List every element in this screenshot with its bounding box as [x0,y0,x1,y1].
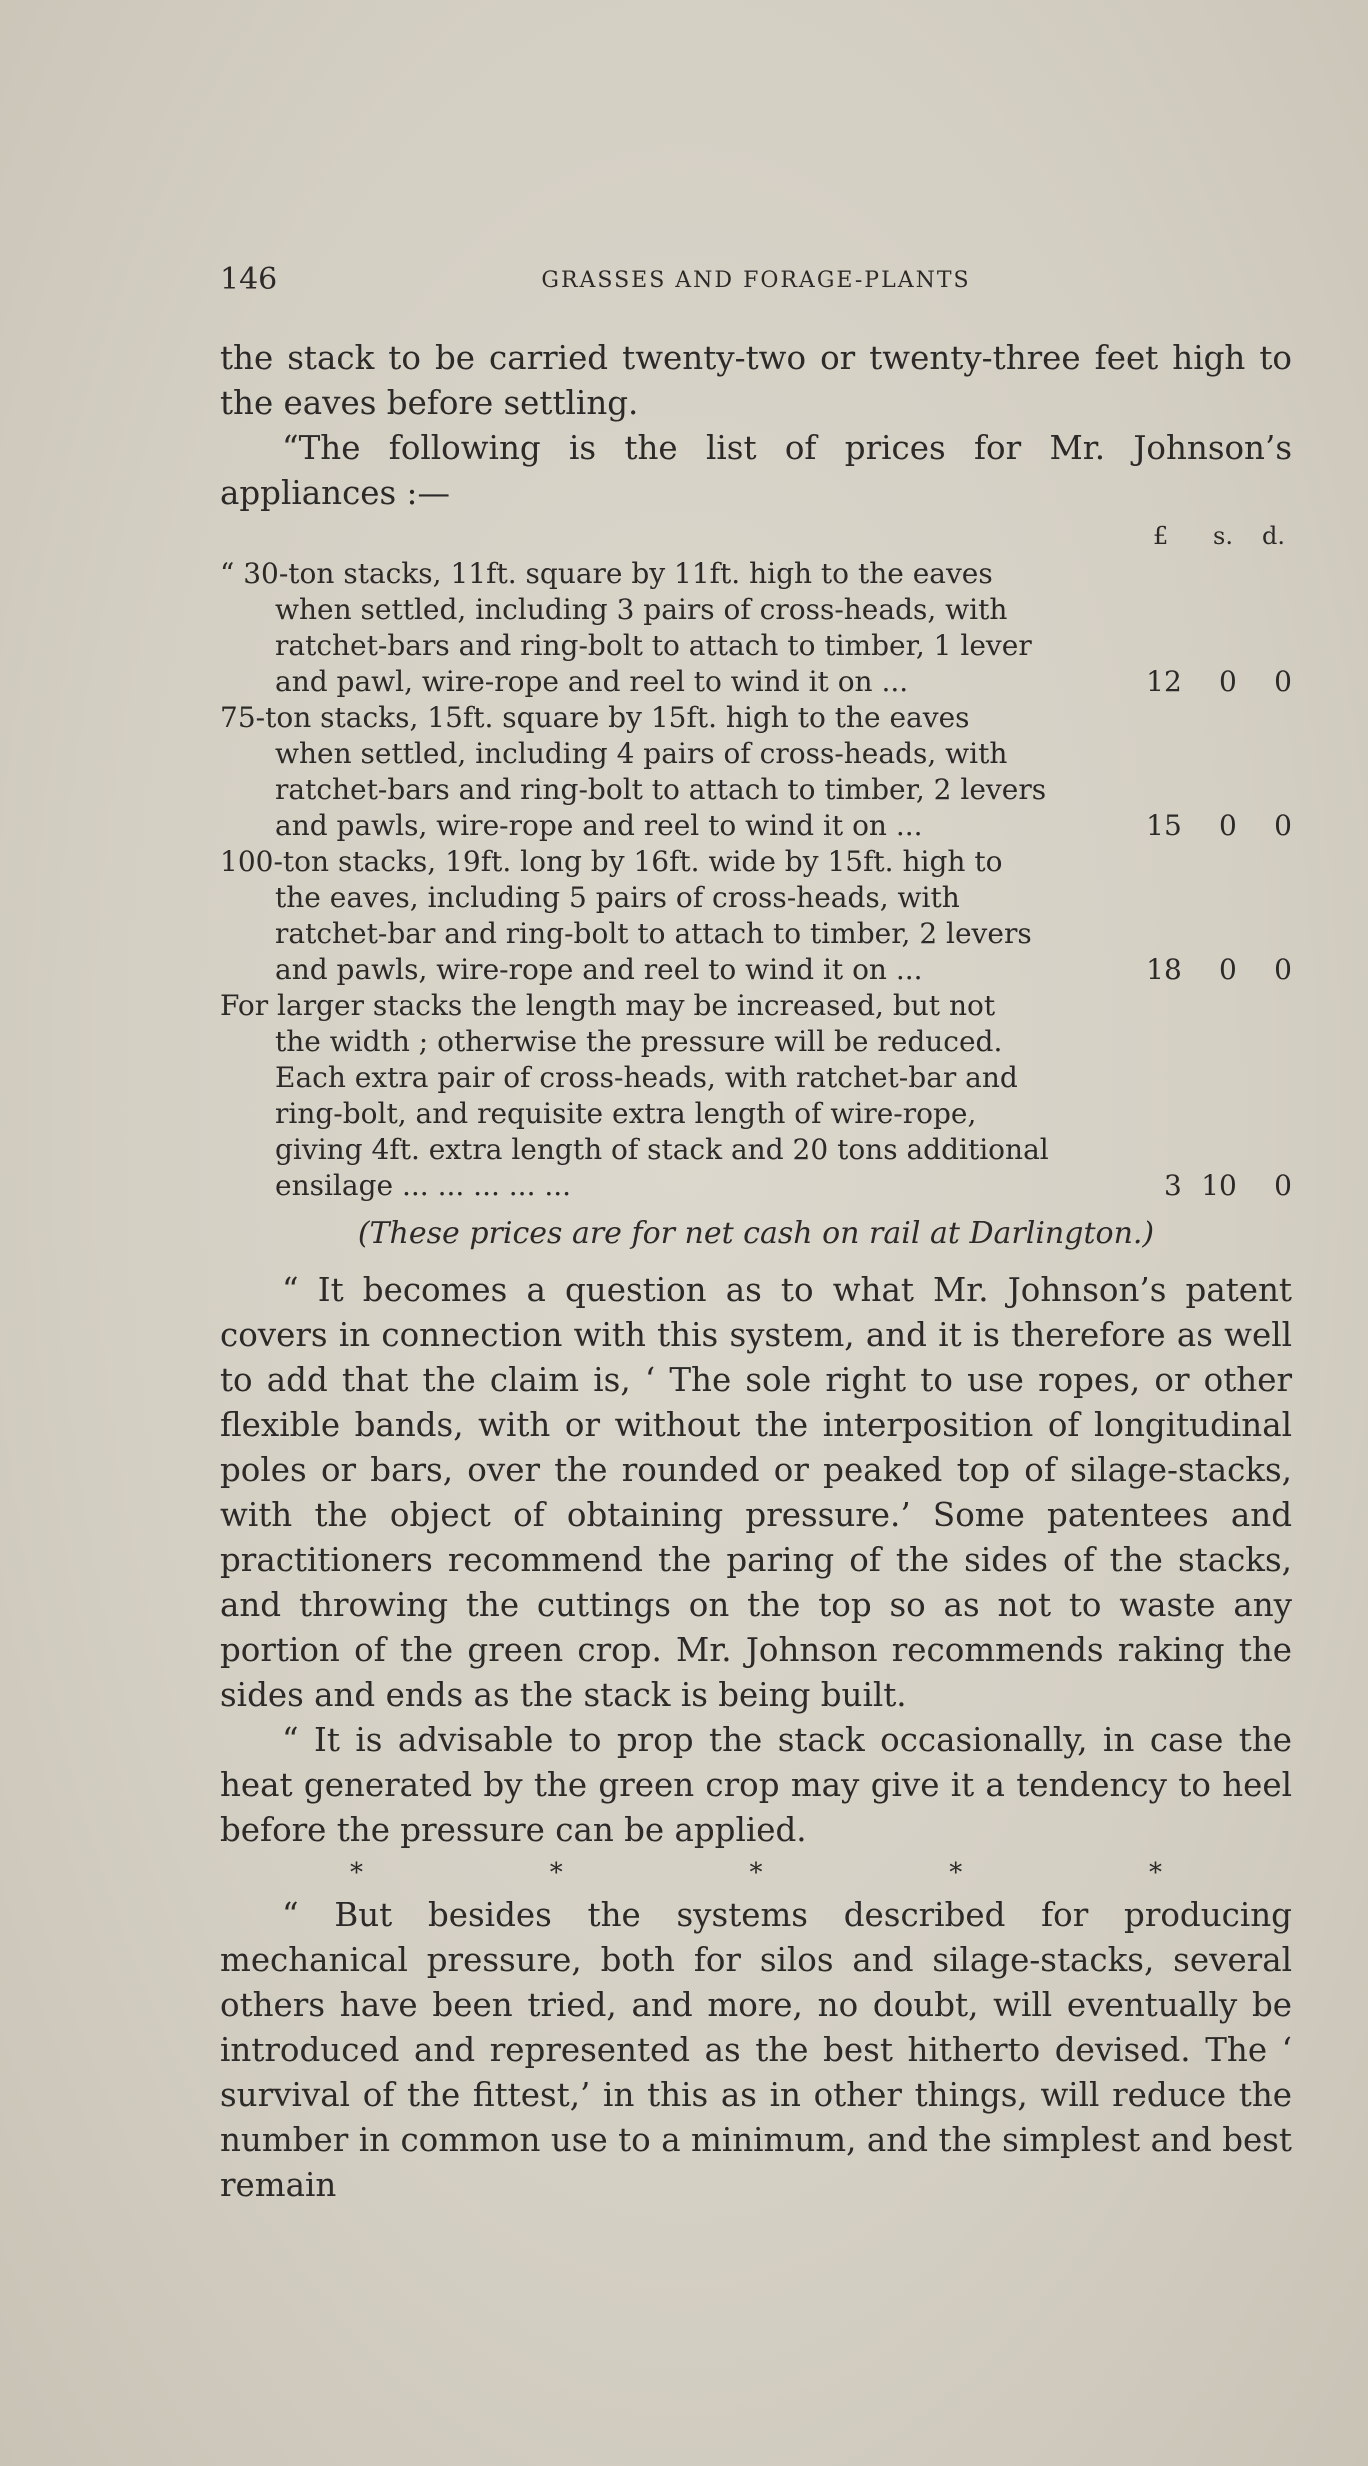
price-pounds: 18 [1146,953,1182,986]
intro-paragraph-1: the stack to be carried twenty-two or twenty-three feet high to the eaves before settling. [220,339,1292,422]
price-shillings: 0 [1219,809,1237,842]
price-description-line: when settled, including 4 pairs of cross-heads, with [275,737,1008,770]
price-pence: 0 [1274,665,1292,698]
star: * [749,1858,763,1888]
price-description-line: ratchet-bars and ring-bolt to attach to timber, 2 levers [275,773,1047,806]
price-pounds: 12 [1146,665,1182,698]
body-paragraph-1: “ It becomes a question as to what Mr. Johnson’s patent covers in connection with this system, and it is therefore as well to add that the claim is, ‘ The sole right to use ropes, or other flexible bands, with or without the interposition of longitudinal poles or bars, over the rounded or peaked top of silage-stacks, with the object of obtaining pressure.’ Some patentees and practitioners recommend the paring of the sides of the stacks, and throwing the cuttings on the top so as not to waste any portion of the green crop. Mr. Johnson recommends raking the sides and ends as the stack is being built. [220,1271,1292,1714]
price-description-line: Each extra pair of cross-heads, with ratchet-bar and [275,1061,1018,1094]
star: * [549,1858,563,1888]
pounds-header: £ [1153,522,1169,550]
price-description-line: the width ; otherwise the pressure will be reduced. [275,1025,1003,1058]
price-row [220,556,1292,700]
price-pence: 0 [1274,1169,1292,1202]
page-header [220,262,1292,302]
price-description-line: and pawls, wire-rope and reel to wind it on ... [275,809,923,842]
shillings-header: s. [1213,522,1233,550]
price-description [220,700,1127,844]
star: * [1149,1858,1162,1888]
price-pence: 0 [1274,953,1292,986]
price-row [220,844,1292,988]
price-description-line: ring-bolt, and requisite extra length of wire-rope, [275,1097,977,1130]
price-description [220,844,1127,988]
price-shillings: 0 [1219,665,1237,698]
price-shillings: 0 [1219,953,1237,986]
price-description [220,988,1127,1204]
price-description-line: ratchet-bars and ring-bolt to attach to timber, 1 lever [275,629,1032,662]
price-pounds: 15 [1146,809,1182,842]
price-row [220,700,1292,844]
star: * [350,1858,363,1888]
price-description [220,556,1127,700]
price-shillings: 10 [1201,1169,1237,1202]
price-description-line: For larger stacks the length may be increased, but not [220,989,996,1022]
final-paragraph: “ But besides the systems described for producing mechanical pressure, both for silos and silage-stacks, several others have been tried, and more, no doubt, will eventually be introduced and represented as the best hitherto devised. The ‘ survival of the fittest,’ in this as in other things, will reduce the number in common use to a minimum, and the simplest and best remain [220,1896,1292,2204]
price-column-headers [220,516,1292,556]
price-description-line: the eaves, including 5 pairs of cross-heads, with [275,881,960,914]
price-description-line: 100-ton stacks, 19ft. long by 16ft. wide by 15ft. high to [220,845,1003,878]
body-paragraph-2: “ It is advisable to prop the stack occasionally, in case the heat generated by the green crop may give it a tendency to heel before the pressure can be applied. [220,1721,1292,1849]
page-number: 146 [220,262,278,297]
price-description-line: 75-ton stacks, 15ft. square by 15ft. high to the eaves [220,701,970,734]
running-head: GRASSES AND FORAGE-PLANTS [541,268,971,293]
intro-paragraph-2: “The following is the list of prices for Mr. Johnson’s appliances :— [220,429,1292,512]
price-description-line: and pawls, wire-rope and reel to wind it on ... [275,953,923,986]
star: * [949,1858,963,1888]
price-pence: 0 [1274,809,1292,842]
price-description-line: “ 30-ton stacks, 11ft. square by 11ft. high to the eaves [220,557,993,590]
page-body [220,336,1292,2208]
price-note: (These prices are for net cash on rail at Darlington.) [357,1216,1155,1251]
price-description-line: and pawl, wire-rope and reel to wind it on ... [275,665,909,698]
price-description-line: when settled, including 3 pairs of cross-heads, with [275,593,1008,626]
price-list [220,556,1292,1204]
price-pounds: 3 [1163,1169,1182,1202]
price-description-line: ensilage ... ... ... ... ... [275,1169,572,1202]
price-description-line: giving 4ft. extra length of stack and 20 tons additional [275,1133,1049,1166]
pence-header: d. [1262,522,1285,550]
section-break-stars [220,1853,1292,1893]
price-description-line: ratchet-bar and ring-bolt to attach to timber, 2 levers [275,917,1032,950]
price-row [220,988,1292,1204]
